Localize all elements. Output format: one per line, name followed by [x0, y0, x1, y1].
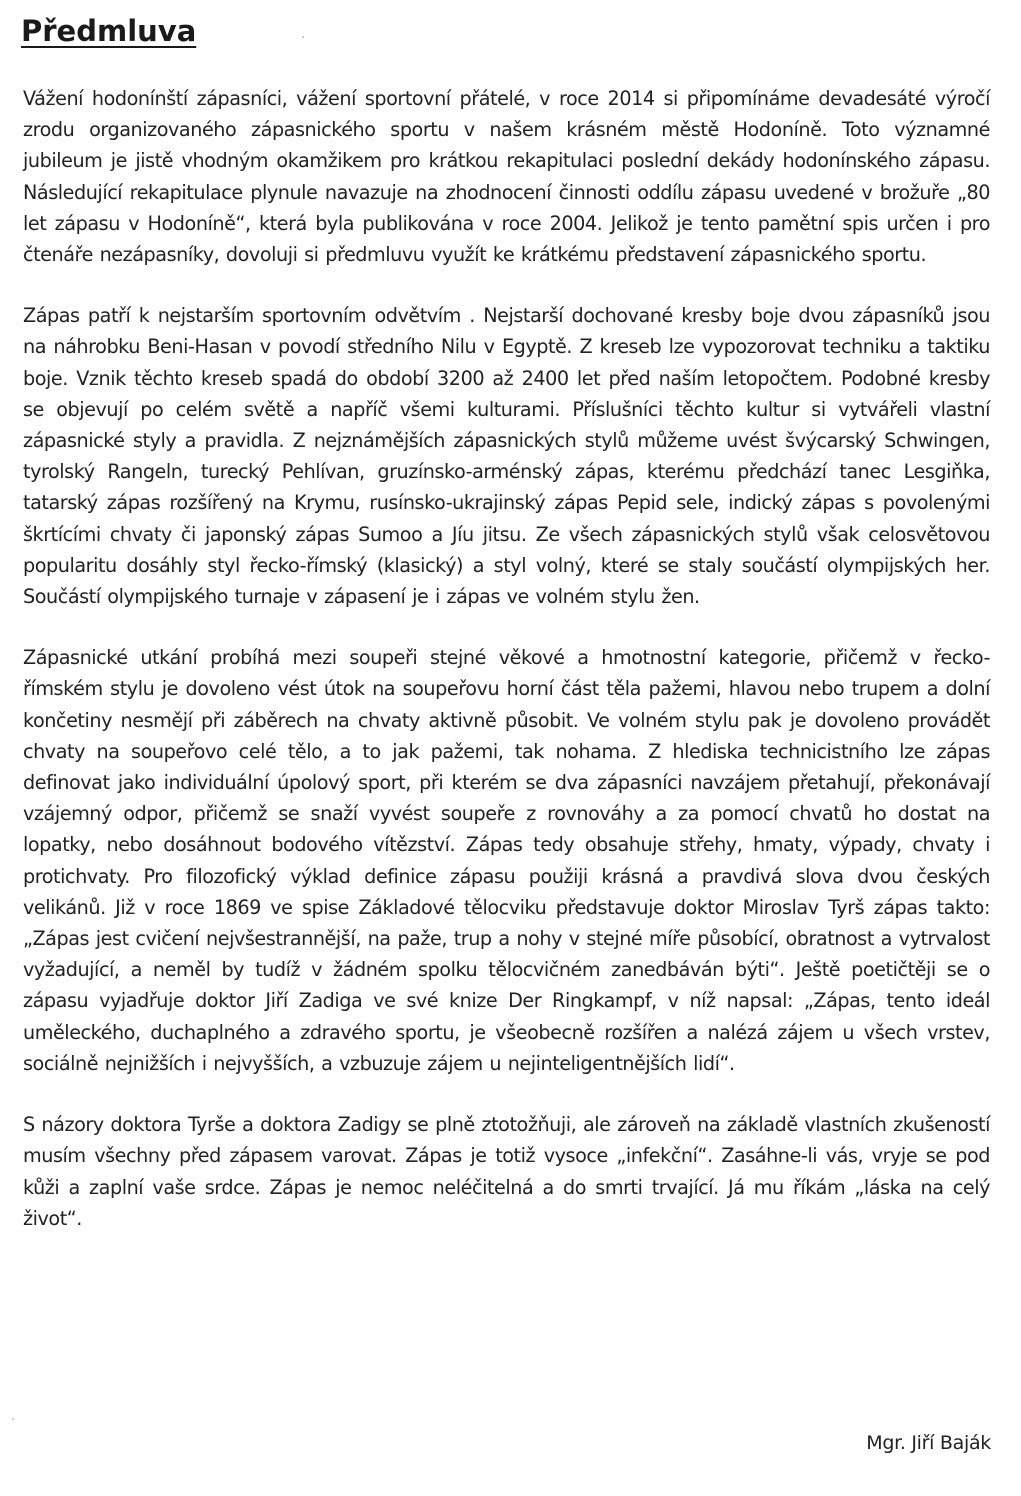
- paragraph-rules: Zápasnické utkání probíhá mezi soupeři stejné věkové a hmotnostní kategorie, přičemž v řecko-římském stylu je dovoleno vést útok na soupeřovu horní část těla pažemi, hlavou nebo trupem a dolní končetiny nesmějí při záběrech na chvaty aktivně působit. Ve volném stylu pak je dovoleno provádět chvaty na soupeřovo celé tělo, a to jak pažemi, tak nohama. Z hlediska technicistního lze zápas definovat jako individuální úpolový sport, při kterém se dva zápasníci navzájem přetahují, překonávají vzájemný odpor, přičemž se snaží vyvést soupeře z rovnováhy a za pomocí chvatů ho dostat na lopatky, nebo dosáhnout bodového vítězství. Zápas tedy obsahuje střehy, hmaty, výpady, chvaty i protichvaty. Pro filozofický výklad definice zápasu použiji krásná a pravdivá slova dvou českých velikánů. Již v roce 1869 ve spise Základové tělocviku představuje doktor Miroslav Tyrš zápas takto: „Zápas jest cvičení nejvšestrannější, na paže, trup a nohy v stejné míře působící, obratnost a vytrvalost vyžadující, a neměl by tudíž v žádném spolku tělocvičném zanedbáván býti“. Ještě poetičtěji se o zápasu vyjadřuje doktor Jiří Zadiga ve své knize Der Ringkampf, v níž napsal: „Zápas, tento ideál uměleckého, duchaplného a zdravého sportu, je všeobecně rozšířen a nalézá zájem u všech vrstev, sociálně nejnižších i nejvyšších, a vzbuzuje zájem u nejinteligentnějších lidí“.: [23, 646, 990, 1075]
- page-title: Předmluva: [21, 14, 197, 48]
- body-text: [23, 83, 990, 1264]
- scan-speck: [12, 1418, 14, 1420]
- paragraph-history: Zápas patří k nejstarším sportovním odvětvím . Nejstarší dochované kresby boje dvou zápasníků jsou na náhrobku Beni-Hasan v povodí středního Nilu v Egyptě. Z kreseb lze vypozorovat techniku a taktiku boje. Vznik těchto kreseb spadá do období 3200 až 2400 let před naším letopočtem. Podobné kresby se objevují po celém světě a napříč všemi kulturami. Příslušníci těchto kultur si vytvářeli vlastní zápasnické styly a pravidla. Z nejznámějších zápasnických stylů můžeme uvést švýcarský Schwingen, tyrolský Rangeln, turecký Pehlívan, gruzínsko-arménský zápas, kterému předchází tanec Lesgiňka, tatarský zápas rozšířený na Krymu, rusínsko-ukrajinský zápas Pepid sele, indický zápas s povolenými škrtícími chvaty či japonský zápas Sumoo a Jíu jitsu. Ze všech zápasnických stylů však celosvětovou popularitu dosáhly styl řecko-římský (klasický) a styl volný, které se staly součástí olympijských her. Součástí olympijského turnaje v zápasení je i zápas ve volném stylu žen.: [23, 304, 990, 609]
- paragraph-closing: S názory doktora Tyrše a doktora Zadigy se plně ztotožňuji, ale zároveň na základě vlastních zkušeností musím všechny před zápasem varovat. Zápas je totiž vysoce „infekční“. Zasáhne-li vás, vryje se pod kůži a zaplní vaše srdce. Zápas je nemoc neléčitelná a do smrti trvající. Já mu říkám „láska na celý život“.: [23, 1113, 990, 1230]
- scan-speck: [302, 36, 304, 38]
- paragraph-intro: Vážení hodonínští zápasníci, vážení sportovní přátelé, v roce 2014 si připomínáme devadesáté výročí zrodu organizovaného zápasnického sportu v našem krásném městě Hodoníně. Toto významné jubileum je jistě vhodným okamžikem pro krátkou rekapitulaci poslední dekády hodonínského zápasu. Následující rekapitulace plynule navazuje na zhodnocení činnosti oddílu zápasu uvedené v brožuře „80 let zápasu v Hodoníně“, která byla publikována v roce 2004. Jelikož je tento pamětní spis určen i pro čtenáře nezápasníky, dovoluji si předmluvu využít ke krátkému představení zápasnického sportu.: [23, 87, 990, 267]
- author-signature: Mgr. Jiří Baják: [866, 1432, 991, 1454]
